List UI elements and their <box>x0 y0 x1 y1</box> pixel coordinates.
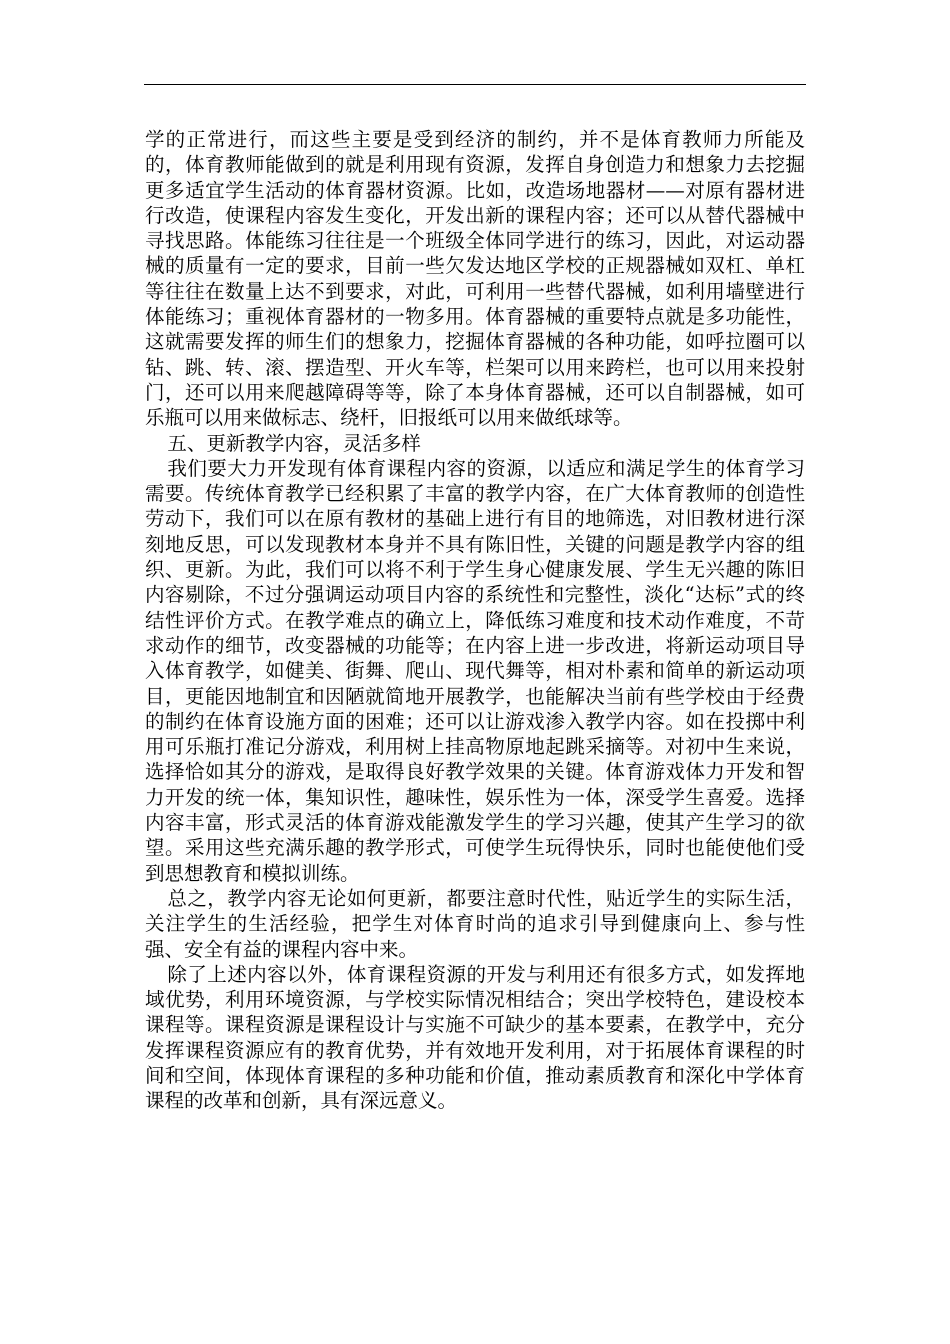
paragraph: 我们要大力开发现有体育课程内容的资源，以适应和满足学生的体育学习需要。传统体育教学已经积累了丰富的教学内容，在广大体育教师的创造性劳动下，我们可以在原有教材的基础上进行有目的地筛选，对旧教材进行深刻地反思，可以发现教材本身并不具有陈旧性，关键的问题是教学内容的组织、更新。为此，我们可以将不利于学生身心健康发展、学生无兴趣的陈旧内容剔除，不过分强调运动项目内容的系统性和完整性，淡化“达标”式的终结性评价方式。在教学难点的确立上，降低练习难度和技术动作难度，不苛求动作的细节，改变器械的功能等；在内容上进一步改进，将新运动项目导入体育教学，如健美、街舞、爬山、现代舞等，相对朴素和简单的新运动项目，更能因地制宜和因陋就简地开展教学，也能解决当前有些学校由于经费的制约在体育设施方面的困难；还可以让游戏渗入教学内容。如在投掷中利用可乐瓶打准记分游戏，利用树上挂高物原地起跳采摘等。对初中生来说，选择恰如其分的游戏，是取得良好教学效果的关键。体育游戏体力开发和智力开发的统一体，集知识性，趣味性，娱乐性为一体，深受学生喜爱。选择内容丰富，形式灵活的体育游戏能激发学生的学习兴趣，使其产生学习的欲望。采用这些充满乐趣的教学形式，可使学生玩得快乐，同时也能使他们受到思想教育和模拟训练。 <box>145 456 805 885</box>
paragraph: 除了上述内容以外，体育课程资源的开发与利用还有很多方式，如发挥地域优势，利用环境资源，与学校实际情况相结合；突出学校特色，建设校本课程等。课程资源是课程设计与实施不可缺少的基本要素，在教学中，充分发挥课程资源应有的教育优势，并有效地开发利用，对于拓展体育课程的时间和空间，体现体育课程的多种功能和价值，推动素质教育和深化中学体育课程的改革和创新，具有深远意义。 <box>145 962 805 1113</box>
paragraph: 总之，教学内容无论如何更新，都要注意时代性，贴近学生的实际生活，关注学生的生活经验，把学生对体育时尚的追求引导到健康向上、参与性强、安全有益的课程内容中来。 <box>145 886 805 961</box>
paragraph-continuation: 学的正常进行，而这些主要是受到经济的制约，并不是体育教师力所能及的，体育教师能做到的就是利用现有资源，发挥自身创造力和想象力去挖掘更多适宜学生活动的体育器材资源。比如，改造场地器材——对原有器材进行改造，使课程内容发生变化，开发出新的课程内容；还可以从替代器械中寻找思路。体能练习往往是一个班级全体同学进行的练习，因此，对运动器械的质量有一定的要求，目前一些欠发达地区学校的正规器械如双杠、单杠等往往在数量上达不到要求，对此，可利用一些替代器械，如利用墙壁进行体能练习；重视体育器材的一物多用。体育器械的重要特点就是多功能性，这就需要发挥的师生们的想象力，挖掘体育器械的各种功能，如呼拉圈可以钻、跳、转、滚、摆造型、开火车等，栏架可以用来跨栏，也可以用来投射门，还可以用来爬越障碍等等，除了本身体育器械，还可以自制器械，如可乐瓶可以用来做标志、绕杆，旧报纸可以用来做纸球等。 <box>145 128 805 430</box>
section-heading: 五、更新教学内容，灵活多样 <box>167 431 421 455</box>
body-text <box>145 127 805 1114</box>
header-rule <box>144 84 806 85</box>
